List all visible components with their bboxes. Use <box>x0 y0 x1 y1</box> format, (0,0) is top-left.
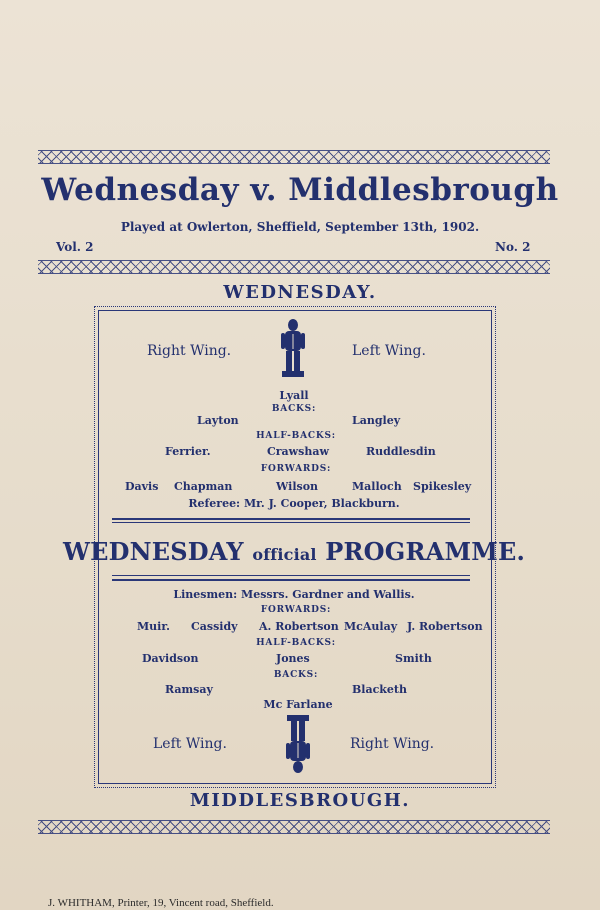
home-goalkeeper: Lyall <box>279 389 309 402</box>
away-half-backs-label: HALF-BACKS: <box>256 638 336 648</box>
away-back: Ramsay <box>165 683 213 696</box>
away-left-wing-label: Left Wing. <box>153 736 227 752</box>
away-goalkeeper: Mc Farlane <box>263 698 333 711</box>
volume-label: Vol. 2 <box>56 240 94 254</box>
away-forward: Muir. <box>137 620 170 633</box>
issue-number: No. 2 <box>495 240 531 254</box>
programme-rule-top <box>112 518 470 520</box>
home-forward: Wilson <box>276 480 319 493</box>
goalkeeper-figure-icon <box>280 318 306 380</box>
programme-word-wednesday: WEDNESDAY <box>62 537 244 566</box>
programme-word-official: official <box>252 545 317 564</box>
home-back: Langley <box>352 414 401 427</box>
programme-word-programme: PROGRAMME. <box>325 537 526 566</box>
away-half-back: Smith <box>395 652 432 665</box>
programme-rule-bottom <box>112 579 470 581</box>
away-back: Blacketh <box>352 683 407 696</box>
printer-imprint: J. WHITHAM, Printer, 19, Vincent road, Sheffield. <box>48 897 274 909</box>
home-half-back: Ferrier. <box>165 445 211 458</box>
bottom-ornament-border <box>38 820 550 834</box>
away-forward: J. Robertson <box>407 620 483 633</box>
away-backs-label: BACKS: <box>273 670 319 680</box>
away-right-wing-label: Right Wing. <box>350 736 435 752</box>
home-forward: Chapman <box>174 480 233 493</box>
upper-ornament-border <box>38 260 550 274</box>
match-subtitle: Played at Owlerton, Sheffield, September 13th, 1902. <box>120 220 480 234</box>
match-title: Wednesday v. Middlesbrough <box>41 172 559 208</box>
home-forward: Davis <box>125 480 159 493</box>
home-forward: Malloch <box>352 480 402 493</box>
home-back: Layton <box>197 414 239 427</box>
home-forward: Spikesley <box>413 480 472 493</box>
home-half-backs-label: HALF-BACKS: <box>256 431 336 441</box>
home-right-wing-label: Right Wing. <box>147 343 232 359</box>
away-forward: Cassidy <box>191 620 238 633</box>
home-half-back: Ruddlesdin <box>366 445 436 458</box>
away-team-heading: MIDDLESBROUGH. <box>189 790 411 811</box>
home-left-wing-label: Left Wing. <box>352 343 426 359</box>
home-team-heading: WEDNESDAY. <box>223 282 377 303</box>
programme-rule-top-thin <box>112 522 470 523</box>
top-ornament-border <box>38 150 550 164</box>
home-forwards-label: FORWARDS: <box>260 464 332 474</box>
home-half-back: Crawshaw <box>267 445 329 458</box>
programme-rule-bottom-thin <box>112 575 470 576</box>
away-half-back: Jones <box>276 652 310 665</box>
away-forward: McAulay <box>344 620 398 633</box>
away-half-back: Davidson <box>142 652 199 665</box>
away-forwards-label: FORWARDS: <box>260 605 332 615</box>
programme-banner <box>0 537 588 566</box>
away-forward: A. Robertson <box>259 620 339 633</box>
linesmen-line: Linesmen: Messrs. Gardner and Wallis. <box>173 588 415 601</box>
referee-line: Referee: Mr. J. Cooper, Blackburn. <box>188 497 400 510</box>
home-backs-label: BACKS: <box>271 404 317 414</box>
goalkeeper-figure-inverted-icon <box>285 712 311 774</box>
